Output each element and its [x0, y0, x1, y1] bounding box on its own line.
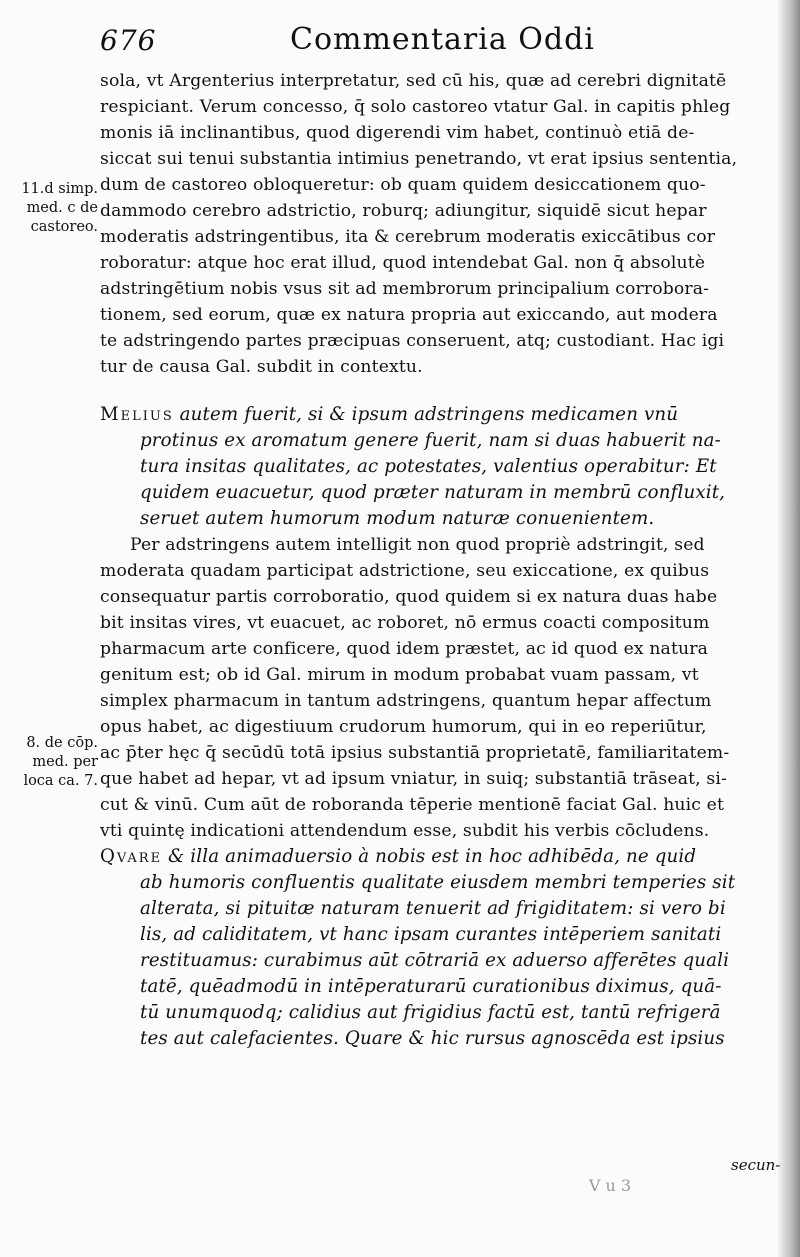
- galen-quotation-two: [100, 844, 768, 1052]
- quote-lead-word: Melius: [100, 404, 174, 425]
- text-line: monis iā inclinantibus, quod digerendi vim habet, continuò etiā de-: [100, 123, 695, 143]
- marginal-note-line: med. per: [32, 754, 98, 770]
- galen-quotation-one: [100, 402, 768, 532]
- quote-lead-word: Qvare: [100, 846, 163, 867]
- text-line: tura insitas qualitates, ac potestates, valentius operabitur: Et: [140, 456, 717, 477]
- text-line: protinus ex aromatum genere fuerit, nam si duas habuerit na-: [140, 430, 721, 451]
- text-line: alterata, si pituitæ naturam tenuerit ad frigiditatem: si vero bi: [140, 898, 726, 919]
- text-line: cut & vinū. Cum aūt de roboranda tēperie mentionē faciat Gal. huic et: [100, 795, 725, 815]
- text-line: moderatis adstringentibus, ita & cerebrum moderatis exiccātibus cor: [100, 227, 716, 247]
- text-line: bit insitas vires, vt euacuet, ac roboret, nō ermus coacti compositum: [100, 613, 710, 633]
- text-line: consequatur partis corroboratio, quod quidem si ex natura duas habe: [100, 587, 718, 607]
- catchword: secun-: [731, 1156, 781, 1174]
- text-line: dammodo cerebro adstrictio, roburq; adiungitur, siquidē sicut hepar: [100, 201, 707, 221]
- signature-mark: V u 3: [588, 1176, 632, 1195]
- text-line: quidem euacuetur, quod præter naturam in membrū confluxit,: [140, 482, 726, 503]
- text-line: tatē, quēadmodū in intēperaturarū curationibus diximus, quā-: [140, 976, 722, 997]
- text-line: roboratur: atque hoc erat illud, quod intendebat Gal. non q̄ absolutè: [100, 253, 706, 273]
- marginal-note-line: 8. de cōp.: [26, 735, 98, 751]
- text-line: siccat sui tenui substantia intimius penetrando, vt erat ipsius sententia,: [100, 149, 738, 169]
- running-title: Commentaria Oddi: [290, 22, 595, 57]
- commentary-paragraph-one: [100, 68, 768, 380]
- marginal-note-line: castoreo.: [30, 219, 98, 235]
- text-line: ab humoris confluentis qualitate eiusdem membri temperies sit: [140, 872, 736, 893]
- text-line: & illa animaduersio à nobis est in hoc adhibēda, ne quid: [162, 846, 697, 867]
- text-line: adstringētium nobis vsus sit ad membrorum principalium corrobora-: [100, 279, 710, 299]
- text-line: seruet autem humorum modum naturæ conuenientem.: [140, 508, 655, 529]
- marginal-note-line: med. c de: [26, 200, 98, 216]
- text-line: sola, vt Argenterius interpretatur, sed cū his, quæ ad cerebri dignitatē: [100, 71, 727, 91]
- section-spacer: [100, 380, 768, 402]
- text-line: dum de castoreo obloqueretur: ob quam quidem desiccationem quo-: [100, 175, 706, 195]
- page-gutter-shadow: [778, 0, 800, 1257]
- marginal-note-line: 11.d simp.: [21, 181, 98, 197]
- text-line: lis, ad caliditatem, vt hanc ipsam curantes intēperiem sanitati: [140, 924, 722, 945]
- text-line: simplex pharmacum in tantum adstringens, quantum hepar affectum: [100, 691, 712, 711]
- marginal-note-comp-med: [8, 734, 98, 791]
- text-line: tionem, sed eorum, quæ ex natura propria aut exiccando, aut modera: [100, 305, 718, 325]
- commentary-paragraph-two: [100, 532, 768, 844]
- text-line: tū unumquodq; calidius aut frigidius factū est, tantū refrigerā: [140, 1002, 721, 1023]
- text-line: tes aut calefacientes. Quare & hic rursus agnoscēda est ipsius: [140, 1028, 725, 1049]
- text-line: autem fuerit, si & ipsum adstringens medicamen vnū: [173, 404, 679, 425]
- marginal-note-line: loca ca. 7.: [23, 773, 98, 789]
- text-line: moderata quadam participat adstrictione, seu exiccatione, ex quibus: [100, 561, 710, 581]
- text-line: opus habet, ac digestiuum crudorum humorum, qui in eo reperiūtur,: [100, 717, 707, 737]
- text-line: vti quintę indicationi attendendum esse, subdit his verbis cōcludens.: [100, 821, 710, 841]
- page-header: [100, 18, 760, 68]
- text-line: genitum est; ob id Gal. mirum in modum probabat vuam passam, vt: [100, 665, 699, 685]
- text-line: Per adstringens autem intelligit non quod propriè adstringit, sed: [130, 535, 705, 555]
- text-line: que habet ad hepar, vt ad ipsum vniatur, in suiq; substantiā trāseat, si-: [100, 769, 727, 789]
- text-line: ac p̄ter hęc q̄ secūdū totā ipsius substantiā proprietatē, familiaritatem-: [100, 743, 730, 763]
- text-line: pharmacum arte conficere, quod idem præstet, ac id quod ex natura: [100, 639, 708, 659]
- text-line: te adstringendo partes præcipuas conseruent, atq; custodiant. Hac igi: [100, 331, 725, 351]
- text-line: restituamus: curabimus aūt cōtrariā ex aduerso afferētes quali: [140, 950, 730, 971]
- text-line: tur de causa Gal. subdit in contextu.: [100, 357, 423, 377]
- main-text-column: [100, 68, 768, 1052]
- text-line: respiciant. Verum concesso, q̄ solo castoreo vtatur Gal. in capitis phleg: [100, 97, 731, 117]
- marginal-note-castoreo: [8, 180, 98, 237]
- page-number: 676: [100, 24, 157, 57]
